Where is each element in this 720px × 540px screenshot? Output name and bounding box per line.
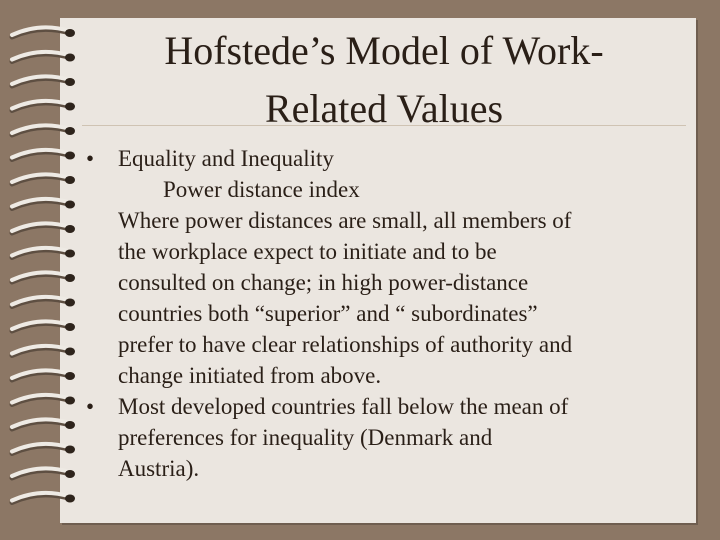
slide-title [84,22,684,138]
bullet-icon: • [86,394,95,419]
spiral-binding-icon [0,0,90,540]
paragraph-line: countries both “superior” and “ subordinates” [118,301,538,326]
binding-ring [12,272,75,282]
binding-ring [12,493,75,503]
title-line-1: Hofstede’s Model of Work- [164,28,604,73]
title-divider [82,125,686,126]
bullet-item-equality [86,143,686,174]
binding-ring [12,370,75,380]
bullet-text-line: Most developed countries fall below the mean of [118,394,569,419]
binding-ring [12,444,75,454]
binding-ring [12,199,75,209]
binding-ring [12,27,75,37]
title-line-2: Related Values [264,86,504,131]
paragraph-line: consulted on change; in high power-distance [118,270,529,295]
binding-ring [12,468,75,478]
binding-ring [12,76,75,86]
bullet-text-line: preferences for inequality (Denmark and [118,425,493,450]
explanation-paragraph [86,205,686,391]
binding-ring [12,248,75,258]
binding-ring [12,52,75,62]
binding-ring [12,346,75,356]
binding-ring [12,223,75,233]
paragraph-line: Where power distances are small, all members of [118,208,572,233]
paragraph-line: the workplace expect to initiate and to be [118,239,497,264]
paragraph-line: change initiated from above. [118,363,382,388]
binding-ring [12,419,75,429]
binding-ring [12,125,75,135]
sub-heading-power-distance: Power distance index [163,177,360,202]
binding-ring [12,101,75,111]
slide-body [86,143,686,484]
binding-ring [12,395,75,405]
binding-ring [12,321,75,331]
bullet-text: Equality and Inequality [118,146,334,171]
bullet-item-developed-countries [86,391,686,484]
bullet-text-line: Austria). [118,456,200,481]
paragraph-line: prefer to have clear relationships of authority and [118,332,573,357]
binding-ring [12,150,75,160]
binding-ring [12,297,75,307]
bullet-icon: • [86,146,95,171]
binding-ring [12,174,75,184]
